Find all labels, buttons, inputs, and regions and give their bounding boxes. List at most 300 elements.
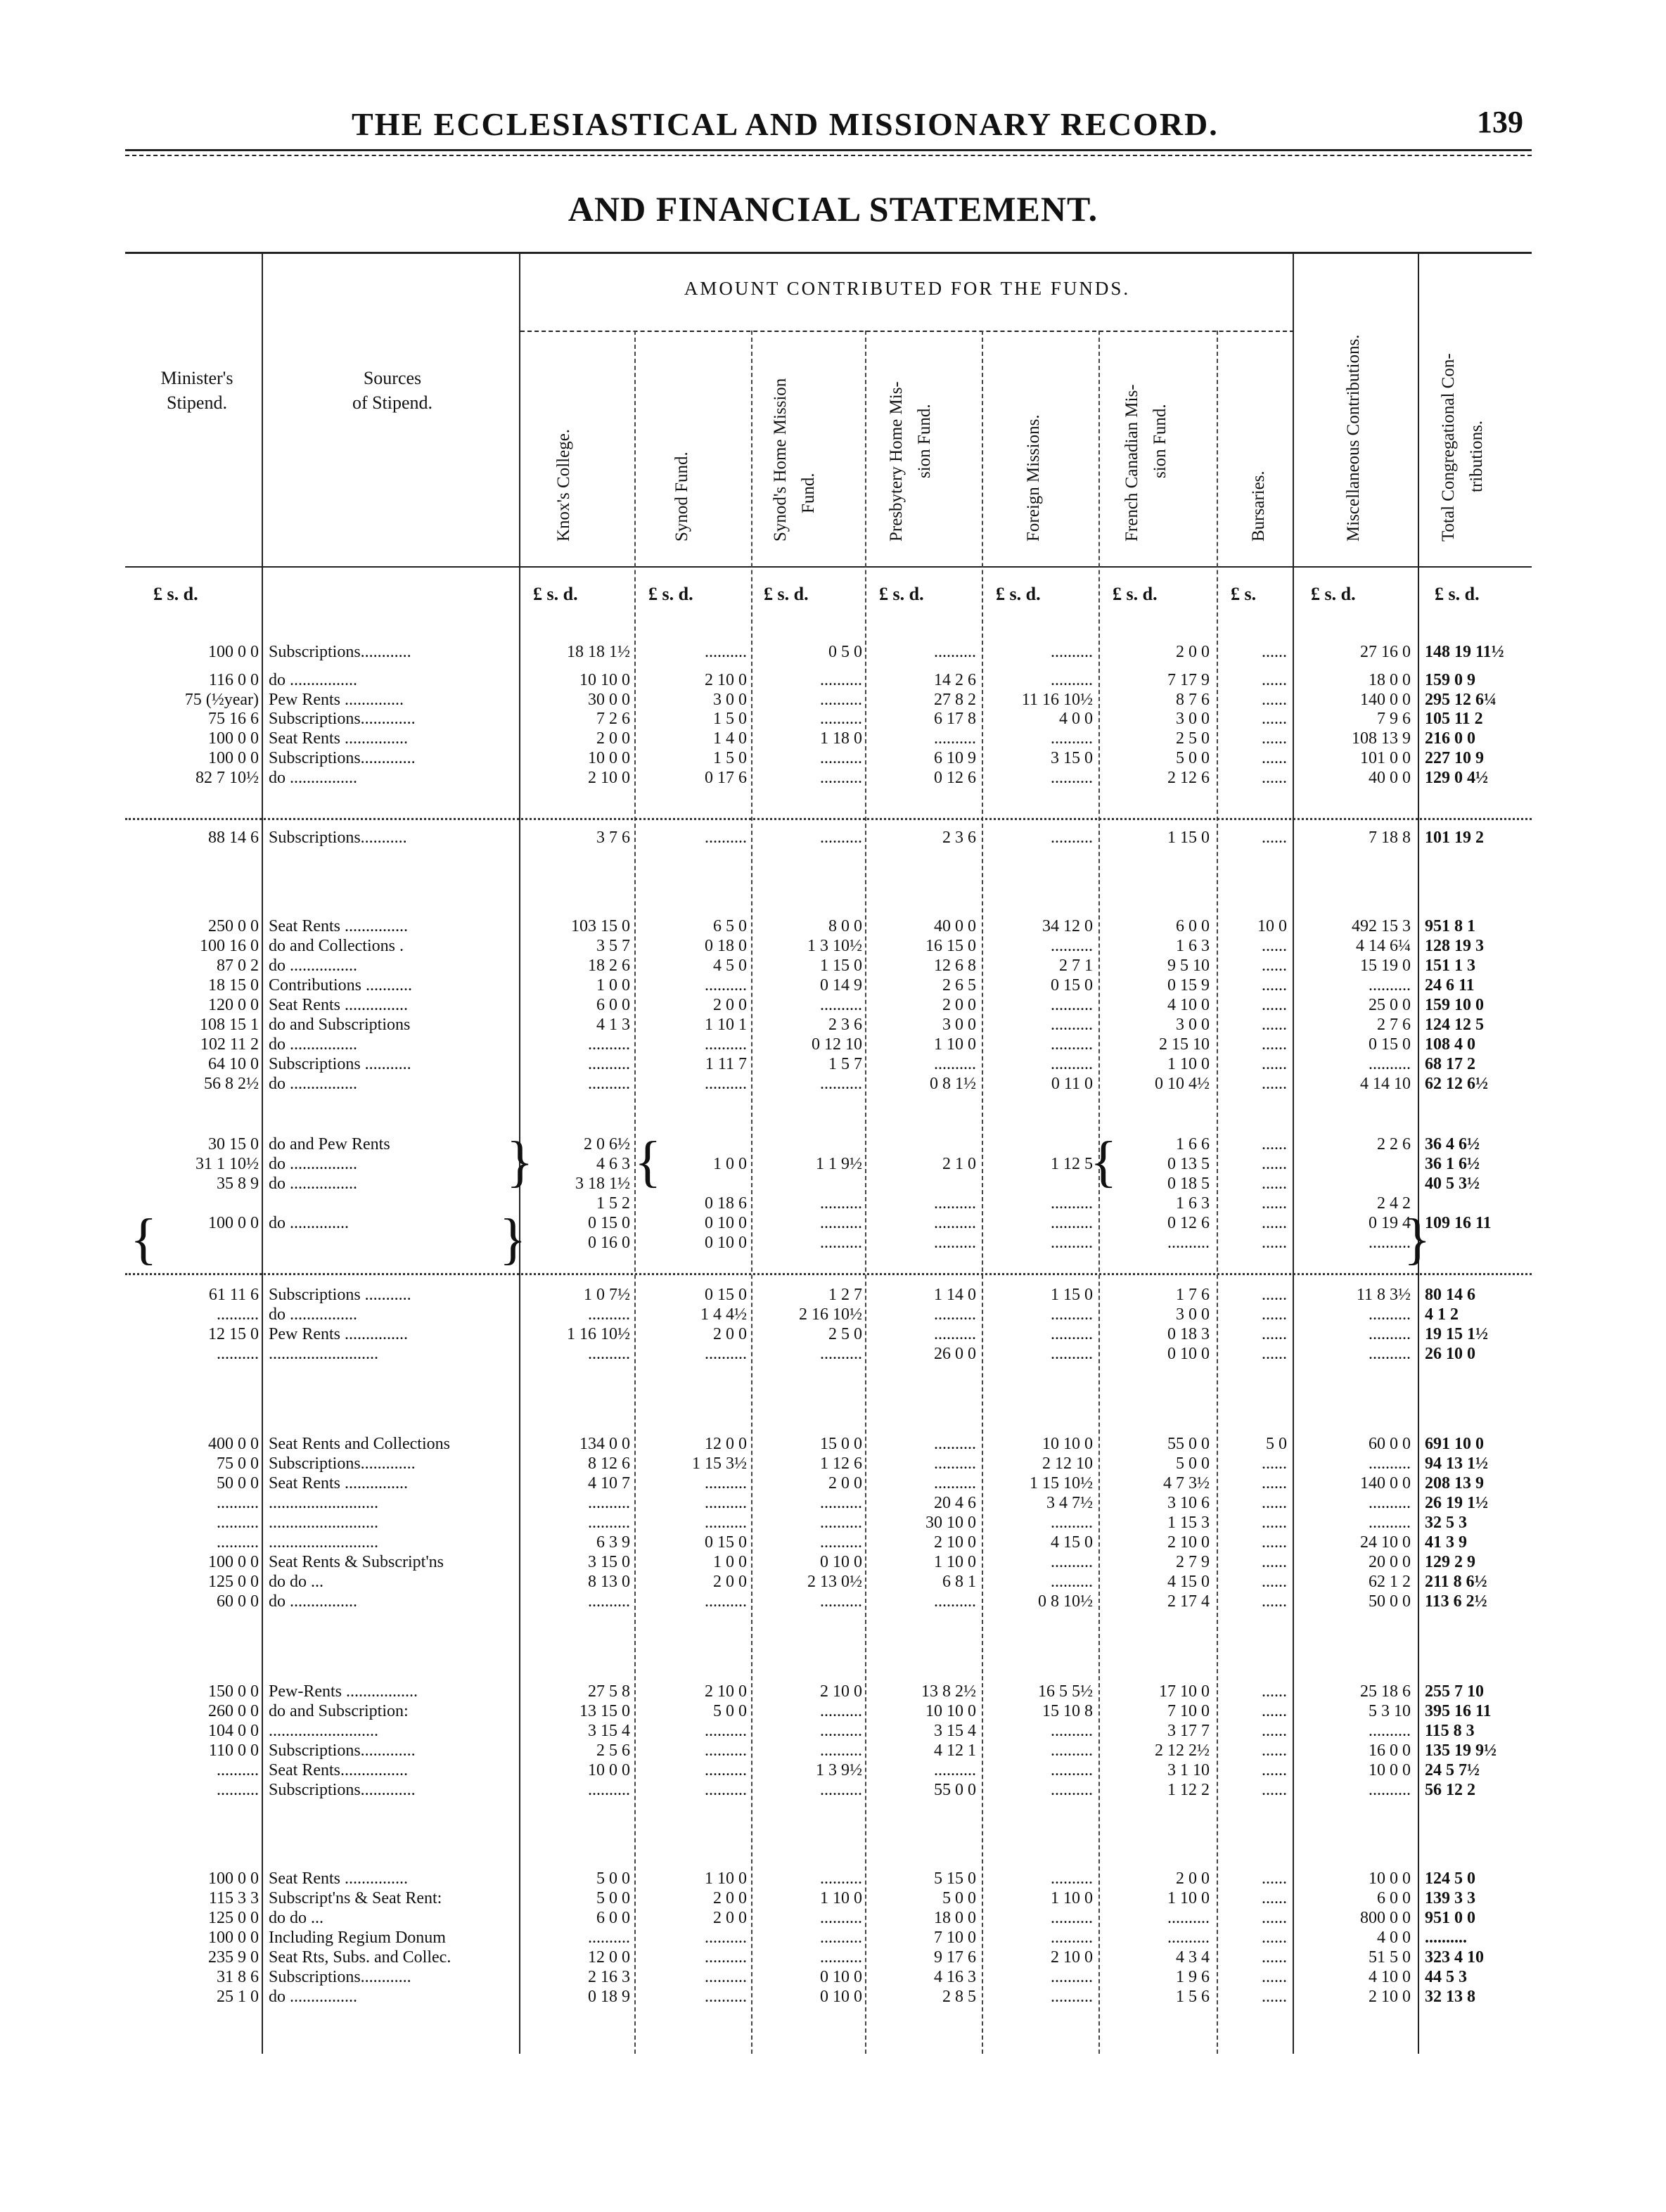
unit-shm: £ s. d. [764,584,809,604]
cell-source: do and Subscriptions [269,1016,411,1034]
cell-misc: 7 9 6 [1377,710,1411,728]
cell-bur: ...... [1262,1055,1287,1073]
cell-knox: 2 0 6½ [584,1135,630,1153]
cell-source: Subscriptions ........... [269,1055,411,1073]
cell-phm: 6 17 8 [934,710,976,728]
table-row [0,1907,1666,1929]
cell-stipend: 50 0 0 [217,1474,259,1492]
cell-bur: 5 0 [1266,1435,1287,1453]
cell-bur: ...... [1262,1988,1287,2006]
cell-synod: .......... [705,1929,747,1947]
cell-synod: 2 10 0 [705,671,747,689]
cell-total: 40 5 3½ [1425,1175,1480,1193]
cell-stipend: 108 15 1 [200,1016,259,1034]
cell-shm: .......... [820,1722,862,1740]
table-row [0,1453,1666,1474]
cell-fm: .......... [1051,1305,1093,1324]
cell-synod: .......... [705,1988,747,2006]
cell-stipend: 87 0 2 [217,957,259,975]
cell-knox: 10 0 0 [588,1761,630,1779]
cell-phm: 2 0 0 [942,996,976,1014]
cell-shm: 0 5 0 [828,643,862,661]
cell-synod: 1 4 4½ [700,1305,747,1324]
cell-knox: 27 5 8 [588,1682,630,1701]
cell-phm: 2 3 6 [942,829,976,847]
cell-fm: 4 0 0 [1059,710,1093,728]
cell-knox: 3 15 4 [588,1722,630,1740]
cell-knox: .......... [588,1592,630,1611]
table-row [0,995,1666,1016]
total-contributions-line-2: tributions. [1467,420,1486,492]
cell-bur: ...... [1262,1016,1287,1034]
cell-knox: 6 3 9 [596,1533,630,1552]
cell-knox: 4 1 3 [596,1016,630,1034]
table-row [0,1054,1666,1075]
cell-fcm: 3 0 0 [1176,1016,1210,1034]
cell-misc: 140 0 0 [1360,691,1411,709]
cell-shm: 8 0 0 [828,917,862,935]
cell-total: 62 12 6½ [1425,1075,1488,1093]
cell-phm: .......... [934,1761,976,1779]
cell-stipend: 75 0 0 [217,1455,259,1473]
cell-stipend: 116 0 0 [208,671,259,689]
table-row [0,935,1666,957]
unit-fcm: £ s. d. [1113,584,1158,604]
cell-bur: ...... [1262,957,1287,975]
cell-knox: 30 0 0 [588,691,630,709]
cell-knox: 0 15 0 [588,1214,630,1232]
cell-source: .......................... [269,1514,378,1532]
unit-bursaries: £ s. [1231,584,1257,604]
table-row [0,1571,1666,1592]
cell-bur: ...... [1262,729,1287,748]
cell-fm: 2 12 10 [1042,1455,1093,1473]
cell-knox: 1 5 2 [596,1194,630,1213]
cell-knox: 103 15 0 [571,917,630,935]
cell-bur: ...... [1262,1474,1287,1492]
cell-bur: ...... [1262,1968,1287,1986]
cell-phm: 20 4 6 [934,1494,976,1512]
misc-contributions-header: Miscellaneous Contributions. [1344,334,1363,542]
cell-fm: .......... [1051,1325,1093,1343]
unit-synod: £ s. d. [648,584,693,604]
cell-stipend: 104 0 0 [208,1722,259,1740]
cell-stipend: .......... [217,1494,259,1512]
cell-phm: .......... [934,1234,976,1252]
page-subtitle: AND FINANCIAL STATEMENT. [568,189,1098,229]
cell-misc: .......... [1369,1514,1411,1532]
cell-synod: 1 10 0 [705,1869,747,1888]
cell-source: .......................... [269,1722,378,1740]
cell-misc: 2 7 6 [1377,1016,1411,1034]
table-row [0,955,1666,976]
cell-knox: 6 0 0 [596,996,630,1014]
cell-bur: ...... [1262,749,1287,767]
cell-source: Subscriptions............. [269,749,416,767]
cell-source: do and Subscription: [269,1702,409,1720]
cell-source: do ................ [269,1155,357,1173]
cell-fcm: 3 1 10 [1167,1761,1210,1779]
cell-fcm: 0 18 5 [1167,1175,1210,1193]
cell-misc: 7 18 8 [1369,829,1411,847]
table-row [0,1591,1666,1612]
cell-synod: .......... [705,1968,747,1986]
cell-phm: .......... [934,1435,976,1453]
cell-source: do ................ [269,957,357,975]
cell-misc: 4 14 6¼ [1356,937,1411,955]
cell-synod: .......... [705,1035,747,1054]
cell-phm: 6 8 1 [942,1573,976,1591]
cell-fm: .......... [1051,1761,1093,1779]
cell-fm: .......... [1051,769,1093,787]
cell-phm: .......... [934,1592,976,1611]
cell-source: do ................ [269,769,357,787]
cell-shm: 0 12 10 [812,1035,862,1054]
cell-bur: ...... [1262,710,1287,728]
cell-knox: 5 0 0 [596,1869,630,1888]
cell-synod: 0 18 0 [705,937,747,955]
cell-total: 159 0 9 [1425,671,1475,689]
cell-synod: 1 10 1 [705,1016,747,1034]
cell-fcm: 2 0 0 [1176,643,1210,661]
cell-bur: ...... [1262,1682,1287,1701]
cell-source: Seat Rents ............... [269,729,408,748]
cell-stipend: 100 0 0 [208,1869,259,1888]
cell-synod: 1 11 7 [705,1055,747,1073]
cell-knox: .......... [588,1929,630,1947]
table-row [0,1947,1666,1968]
cell-total: 227 10 9 [1425,749,1484,767]
table-row [0,1701,1666,1722]
cell-fcm: 8 7 6 [1176,691,1210,709]
cell-stipend: .......... [217,1781,259,1799]
table-row [0,1284,1666,1305]
cell-phm: 1 10 0 [934,1553,976,1571]
cell-synod: 2 10 0 [705,1682,747,1701]
cell-knox: 4 6 3 [596,1155,630,1173]
cell-synod: 1 0 0 [713,1553,747,1571]
cell-stipend: 120 0 0 [208,996,259,1014]
cell-total: 68 17 2 [1425,1055,1475,1073]
cell-source: Subscriptions............. [269,1741,416,1760]
cell-synod: 0 15 0 [705,1286,747,1304]
cell-misc: 10 0 0 [1369,1761,1411,1779]
cell-source: do ................ [269,1035,357,1054]
cell-fm: 2 10 0 [1051,1948,1093,1967]
cell-bur: ...... [1262,937,1287,955]
cell-shm: .......... [820,1929,862,1947]
cell-fcm: .......... [1167,1909,1210,1927]
cell-bur: 10 0 [1257,917,1287,935]
cell-fcm: 2 7 9 [1176,1553,1210,1571]
cell-stipend: 75 (½year) [184,691,259,709]
table-row [0,1304,1666,1325]
cell-shm: .......... [820,710,862,728]
cell-fm: 0 11 0 [1051,1075,1093,1093]
cell-stipend: 260 0 0 [208,1702,259,1720]
cell-misc: 0 15 0 [1369,1035,1411,1054]
cell-source: Subscriptions............. [269,1781,416,1799]
cell-knox: 1 16 10½ [567,1325,630,1343]
cell-misc: 60 0 0 [1369,1435,1411,1453]
total-contributions-header [1435,353,1491,542]
cell-synod: 1 5 0 [713,710,747,728]
cell-source: Pew Rents ............... [269,1325,408,1343]
cell-phm: 2 10 0 [934,1533,976,1552]
cell-source: Subscriptions............ [269,643,411,661]
stipend-header-line-1: Minister's [160,368,233,388]
cell-synod: 2 0 0 [713,1889,747,1907]
cell-stipend: .......... [217,1514,259,1532]
cell-fm: 11 16 10½ [1021,691,1093,709]
cell-bur: ...... [1262,1592,1287,1611]
cell-fcm: 2 15 10 [1159,1035,1210,1054]
cell-fm: .......... [1051,996,1093,1014]
table-row [0,916,1666,937]
cell-bur: ...... [1262,1781,1287,1799]
cell-stipend: 125 0 0 [208,1909,259,1927]
cell-fcm: 1 7 6 [1176,1286,1210,1304]
cell-knox: .......... [588,1035,630,1054]
cell-shm: .......... [820,1533,862,1552]
cell-total: 108 4 0 [1425,1035,1475,1054]
header-rule-2 [125,155,1532,156]
cell-total: 24 6 11 [1425,976,1475,995]
cell-total: 44 5 3 [1425,1968,1467,1986]
cell-bur: ...... [1262,976,1287,995]
cell-fcm: 2 10 0 [1167,1533,1210,1552]
cell-phm: .......... [934,643,976,661]
french-canadian-mission-line-2: sion Fund. [1151,404,1170,478]
cell-fm: .......... [1051,1909,1093,1927]
cell-phm: 7 10 0 [934,1929,976,1947]
cell-source: do ................ [269,1988,357,2006]
cell-fm: 34 12 0 [1042,917,1093,935]
table-row [0,1324,1666,1345]
cell-misc: .......... [1369,1234,1411,1252]
cell-stipend: 100 16 0 [200,937,259,955]
cell-shm: .......... [820,1909,862,1927]
cell-fcm: 1 12 2 [1167,1781,1210,1799]
cell-bur: ...... [1262,1889,1287,1907]
cell-bur: ...... [1262,769,1287,787]
table-row [0,827,1666,848]
table-row [0,767,1666,788]
cell-misc: 27 16 0 [1360,643,1411,661]
cell-fm: 1 12 5 [1051,1155,1093,1173]
cell-shm: .......... [820,769,862,787]
page-number: 139 [1477,105,1523,139]
cell-source: Subscriptions............ [269,1968,411,1986]
cell-total: 32 13 8 [1425,1988,1475,2006]
cell-synod: .......... [705,1741,747,1760]
table-row [0,1681,1666,1702]
cell-fm: .......... [1051,1741,1093,1760]
group-separator [125,818,1532,820]
cell-shm: 15 0 0 [820,1435,862,1453]
cell-knox: 1 0 7½ [584,1286,630,1304]
cell-knox: 2 5 6 [596,1741,630,1760]
cell-fm: .......... [1051,671,1093,689]
cell-shm: 0 14 9 [820,976,862,995]
cell-total: 139 3 3 [1425,1889,1475,1907]
cell-knox: 10 0 0 [588,749,630,767]
cell-shm: .......... [820,1781,862,1799]
table-row [0,1740,1666,1761]
cell-fm: 10 10 0 [1042,1435,1093,1453]
cell-synod: 2 0 0 [713,1573,747,1591]
cell-stipend: 125 0 0 [208,1573,259,1591]
knox-college-header: Knox's College. [554,428,573,542]
cell-fcm: 1 10 0 [1167,1055,1210,1073]
cell-phm: 0 8 1½ [930,1075,976,1093]
cell-shm: 1 1 9½ [816,1155,862,1173]
cell-phm: 5 0 0 [942,1889,976,1907]
cell-bur: ...... [1262,1194,1287,1213]
cell-fcm: 0 13 5 [1167,1155,1210,1173]
cell-fcm: 0 18 3 [1167,1325,1210,1343]
cell-synod: .......... [705,1948,747,1967]
cell-misc: 24 10 0 [1360,1533,1411,1552]
cell-total: 129 0 4½ [1425,769,1488,787]
cell-total: 135 19 9½ [1425,1741,1497,1760]
table-row [0,1868,1666,1889]
cell-fcm: 2 17 4 [1167,1592,1210,1611]
cell-knox: 4 10 7 [588,1474,630,1492]
table-row [0,1720,1666,1741]
cell-knox: 6 0 0 [596,1909,630,1927]
cell-misc: .......... [1369,1494,1411,1512]
cell-synod: .......... [705,1514,747,1532]
cell-knox: 1 0 0 [596,976,630,995]
cell-knox: .......... [588,1494,630,1512]
cell-fcm: 3 10 6 [1167,1494,1210,1512]
cell-stipend: 102 11 2 [200,1035,259,1054]
cell-stipend: 235 9 0 [208,1948,259,1967]
presbytery-home-mission-line-2: sion Fund. [915,404,934,478]
cell-bur: ...... [1262,1345,1287,1363]
cell-misc: 5 3 10 [1369,1702,1411,1720]
cell-stipend: 115 3 3 [208,1889,259,1907]
cell-source: do ................ [269,1175,357,1193]
cell-shm: .......... [820,1869,862,1888]
cell-bur: ...... [1262,1494,1287,1512]
cell-fcm: 1 6 6 [1176,1135,1210,1153]
cell-shm: 1 12 6 [820,1455,862,1473]
cell-synod: 0 18 6 [705,1194,747,1213]
cell-source: Pew-Rents ................. [269,1682,418,1701]
cell-fcm: 2 12 6 [1167,769,1210,787]
cell-total: 159 10 0 [1425,996,1484,1014]
brace-misc: } [1404,1208,1431,1270]
cell-knox: 3 15 0 [588,1553,630,1571]
cell-knox: 3 5 7 [596,937,630,955]
cell-misc: 0 19 4 [1369,1214,1411,1232]
cell-shm: 2 3 6 [828,1016,862,1034]
brace-synod: { [634,1131,662,1193]
cell-fm: .......... [1051,1514,1093,1532]
cell-stipend: .......... [217,1345,259,1363]
cell-total: 41 3 9 [1425,1533,1467,1552]
cell-source: do .............. [269,1214,349,1232]
cell-total: 26 19 1½ [1425,1494,1488,1512]
cell-total: 94 13 1½ [1425,1455,1488,1473]
cell-total: 124 12 5 [1425,1016,1484,1034]
cell-knox: .......... [588,1075,630,1093]
cell-synod: 2 0 0 [713,1325,747,1343]
cell-fm: 1 15 0 [1051,1286,1093,1304]
cell-bur: ...... [1262,1741,1287,1760]
table-row [0,748,1666,769]
cell-source: Subscriptions............. [269,1455,416,1473]
cell-synod: 1 4 0 [713,729,747,748]
cell-stipend: 100 0 0 [208,749,259,767]
cell-phm: 6 10 9 [934,749,976,767]
cell-phm: .......... [934,1325,976,1343]
cell-fm: .......... [1051,937,1093,955]
cell-bur: ...... [1262,1325,1287,1343]
cell-fm: 0 15 0 [1051,976,1093,995]
cell-synod: .......... [705,1722,747,1740]
cell-misc: 6 0 0 [1377,1889,1411,1907]
cell-total: 101 19 2 [1425,829,1484,847]
cell-stipend: .......... [217,1533,259,1552]
cell-fcm: 1 15 0 [1167,829,1210,847]
cell-shm: 1 3 10½ [807,937,862,955]
cell-bur: ...... [1262,996,1287,1014]
cell-synod: 0 17 6 [705,769,747,787]
cell-fm: .......... [1051,1553,1093,1571]
cell-shm: 2 13 0½ [807,1573,862,1591]
cell-misc: .......... [1369,1325,1411,1343]
cell-misc: .......... [1369,1722,1411,1740]
cell-fm: .......... [1051,643,1093,661]
cell-shm: .......... [820,1948,862,1967]
cell-fcm: 1 6 3 [1176,1194,1210,1213]
cell-fcm: 1 5 6 [1176,1988,1210,2006]
cell-stipend: 100 0 0 [208,643,259,661]
cell-shm: 1 3 9½ [816,1761,862,1779]
cell-shm: 1 15 0 [820,957,862,975]
cell-shm: 1 18 0 [820,729,862,748]
cell-fcm: 3 17 7 [1167,1722,1210,1740]
cell-total: 124 5 0 [1425,1869,1475,1888]
cell-total: 113 6 2½ [1425,1592,1487,1611]
cell-total: 395 16 11 [1425,1702,1492,1720]
cell-bur: ...... [1262,1948,1287,1967]
table-row [0,670,1666,691]
table-row [0,1492,1666,1514]
table-row [0,1473,1666,1494]
cell-fm: .......... [1051,729,1093,748]
cell-total: 36 1 6½ [1425,1155,1480,1173]
table-row [0,1073,1666,1094]
cell-knox: .......... [588,1345,630,1363]
cell-misc: 2 2 6 [1377,1135,1411,1153]
cell-source: .......................... [269,1345,378,1363]
cell-knox: .......... [588,1514,630,1532]
cell-knox: .......... [588,1781,630,1799]
cell-stipend: 25 1 0 [217,1988,259,2006]
cell-synod: 0 10 0 [705,1234,747,1252]
cell-shm: .......... [820,1741,862,1760]
cell-fcm: 1 9 6 [1176,1968,1210,1986]
cell-fm: .......... [1051,1968,1093,1986]
cell-source: Subscript'ns & Seat Rent: [269,1889,442,1907]
cell-fcm: 1 10 0 [1167,1889,1210,1907]
cell-total: 80 14 6 [1425,1286,1475,1304]
cell-knox: 10 10 0 [579,671,630,689]
